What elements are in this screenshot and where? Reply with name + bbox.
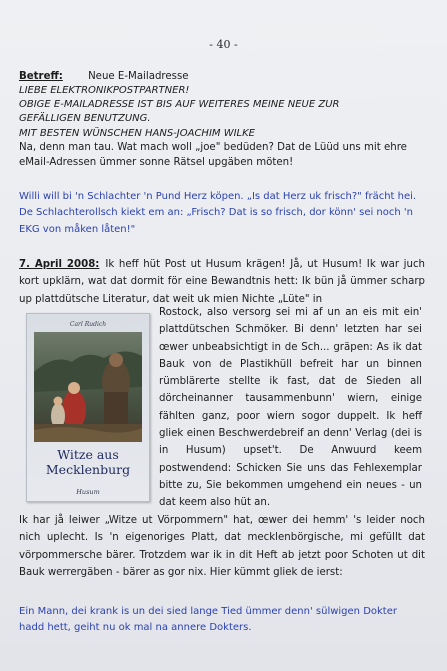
subject-value: Neue E-Mailadresse [88,71,189,82]
book-author: Carl Rudich [69,321,107,328]
joke-paragraph: Willi will bi 'n Schlachter 'n Pund Herz köpen. „Is dat Herz uk frisch?" frächt hei. De Schlachterollsch kiekt em an: „Frisch? Dat is so frisch, dor könn' sei noch 'n EKG von måken låten!" [19,191,417,235]
book-title: Witze aus Mecklenburg [45,447,131,477]
book-publisher: Husum [76,488,100,496]
notice-line: MIT BESTEN WÜNSCHEN HANS-JOACHIM WILKE [19,127,255,139]
notice-line: OBIGE E-MAILADRESSE IST BIS AUF WEITERES MEINE NEUE ZUR [19,99,340,111]
subject-label: Betreff: [19,71,63,82]
book-cover-image [26,313,150,502]
subject-line [19,70,439,85]
story-right-column: Rostock, also versorg sei mi af un an eis mit ein' plattdütschen Schmöker. Bi denn' letzten har sei œwer unbeabsichtigt in de Sch... gräpen: As ik dat Bauk von de Plastikhüll befreit har un binnen rümblärerte stellte ik fast, dat de Sieden all dörcheinanner tausammenbunn' wiern, einige fählten ganz, poor wiern sogor duppelt. Ik heff gliek einen Beschwerdebreif an denn' Verlag (dei is in Husum) upset't. De Anwuurd keem postwendend: Schicken Sie uns das Fehlexemplar bitte zu, Sie bekommen umgehend ein neues - un dat keem also hüt an. [159,307,422,509]
reply-text: Na, denn man tau. Wat mach woll „joe" bedüden? Dat de Lüüd uns mit ehre eMail-Adressen ümmer sonne Rätsel upgäben möten! [19,142,407,168]
notice-line: LIEBE ELEKTRONIKPOSTPARTNER! [19,85,190,96]
notice-line: GEFÄLLIGEN BENUTZUNG. [19,113,151,125]
entry-date: 7. April 2008: [19,259,100,270]
page-number: - 40 - [209,38,238,51]
email-notice-body [19,84,439,141]
story-intro-text: Ik heff hüt Post ut Husum krägen! Jå, ut Husum! Ik war juch kort upklärn, wat dat dormit för eine Bewandtnis hett: Ik bün jå ümmer scharp up plattdütsche Literatur, dat weit uk mien Nichte „Lüte" in [19,259,425,305]
joke-paragraph-2: Ein Mann, dei krank is un dei sied lange Tied ümmer denn' sülwigen Dokter hadd hett, geiht nu ok mal na annere Dokters. [19,606,397,633]
story-continuation: Ik har jå leiwer „Witze ut Vörpommern" hat, œwer dei hemm' 's leider noch nich uplecht. Is 'n eigenoriges Platt, dat mecklenbörgische, mi gefüllt dat vörpommersche bärer. Trotzdem war ik in dit Heft ab jetzt poor Schoten ut dit Bauk werrergäben - bärer as gor nix. Hier kümmt gliek de ierst: [19,515,425,578]
book-cover-illustration [34,332,142,442]
story-intro [19,256,425,308]
